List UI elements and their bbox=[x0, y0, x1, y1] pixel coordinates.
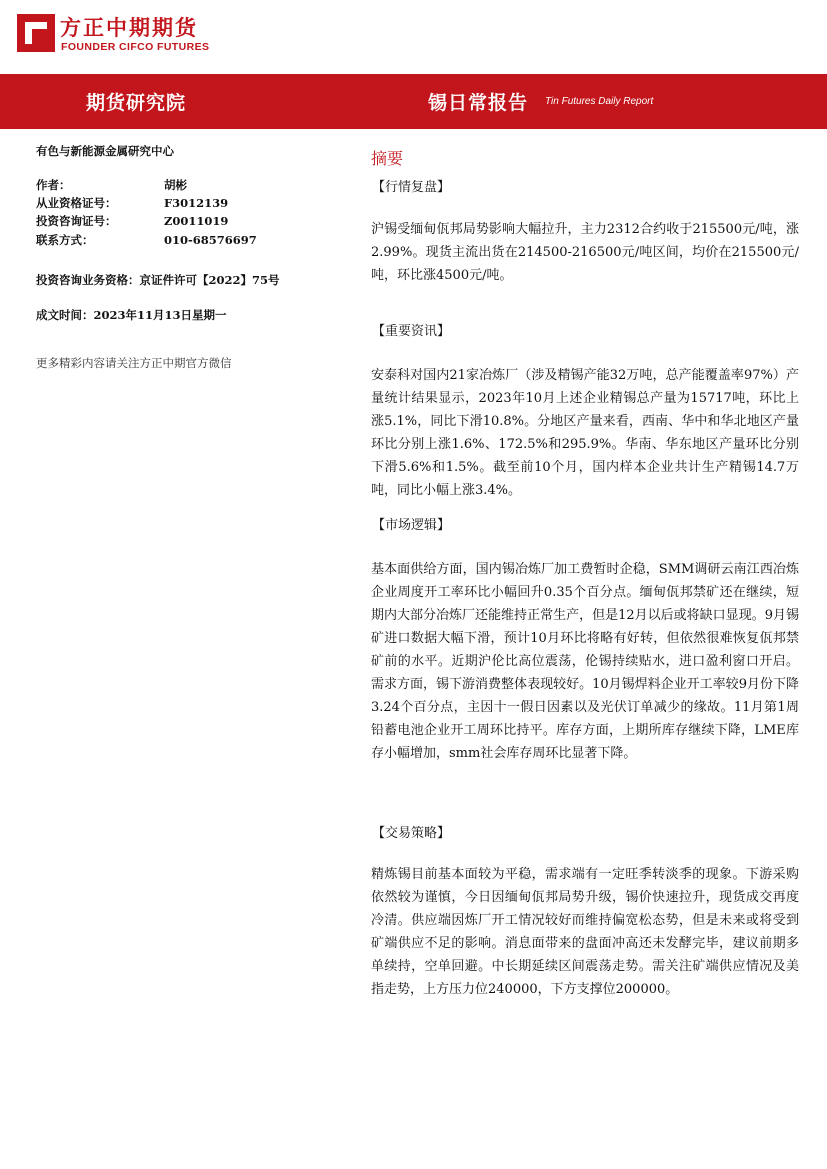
author-row bbox=[36, 177, 187, 193]
consulting-cert-value: Z0011019 bbox=[164, 214, 229, 228]
section-body-market-logic: 基本面供给方面，国内锡冶炼厂加工费暂时企稳，SMM调研云南江西冶炼企业周度开工率环比小幅回升0.35个百分点。缅甸佤邦禁矿还在继续，短期内大部分冶炼厂还能维持正常生产，但是12月以后或将缺口显现。9月锡矿进口数据大幅下滑，预计10月环比将略有好转，但依然很难恢复佤邦禁矿前的水平。近期沪伦比高位震荡，伦锡持续贴水，进口盈利窗口开启。需求方面，锡下游消费整体表现较好。10月锡焊料企业开工率较9月份下降3.24个百分点，主因十一假日因素以及光伏订单减少的缘故。11月第1周铅蓄电池企业开工周环比持平。库存方面，上期所库存继续下降，LME库存小幅增加，smm社会库存周环比显著下降。 bbox=[371, 562, 799, 761]
report-title: 锡日常报告 bbox=[428, 92, 529, 114]
wechat-note: 更多精彩内容请关注方正中期官方微信 bbox=[36, 356, 232, 370]
report-date: 成文时间：2023年11月13日星期一 bbox=[36, 308, 227, 322]
author-label: 作者： bbox=[36, 178, 71, 192]
summary-title: 摘要 bbox=[371, 149, 404, 168]
logo-mark-cut bbox=[32, 29, 47, 44]
license-text: 投资咨询业务资格：京证件许可【2022】75号 bbox=[36, 273, 280, 287]
qualification-label: 从业资格证号： bbox=[36, 196, 117, 210]
contact-label: 联系方式： bbox=[36, 233, 94, 247]
section-heading-market-review: 【行情复盘】 bbox=[372, 180, 451, 195]
section-body-market-review: 沪锡受缅甸佤邦局势影响大幅拉升，主力2312合约收于215500元/吨，涨2.99%。现货主流出货在214500-216500元/吨区间，均价在215500元/吨，环比涨4500元/吨。 bbox=[371, 222, 799, 283]
brand-name-en: FOUNDER CIFCO FUTURES bbox=[61, 41, 210, 53]
section-heading-news: 【重要资讯】 bbox=[372, 324, 451, 339]
consulting-cert-row bbox=[36, 213, 228, 229]
qualification-row bbox=[36, 195, 228, 211]
contact-value: 010-68576697 bbox=[164, 233, 257, 247]
qualification-value: F3012139 bbox=[164, 196, 229, 210]
title-banner bbox=[0, 74, 827, 129]
section-heading-market-logic: 【市场逻辑】 bbox=[372, 518, 451, 533]
section-body-news: 安泰科对国内21家冶炼厂（涉及精锡产能32万吨，总产能覆盖率97%）产量统计结果显示，2023年10月上述企业精锡总产量为15717吨，环比上涨5.1%，同比下滑10.8%。分地区产量来看，西南、华中和华北地区产量环比分别上涨1.6%、172.5%和295.9%。华南、华东地区产量环比分别下滑5.6%和1.5%。截至前10个月，国内样本企业共计生产精锡14.7万吨，同比小幅上涨3.4%。 bbox=[371, 368, 799, 498]
author-value: 胡彬 bbox=[164, 178, 187, 192]
contact-row bbox=[36, 232, 257, 248]
consulting-cert-label: 投资咨询证号： bbox=[36, 214, 117, 228]
report-title-en: Tin Futures Daily Report bbox=[545, 96, 654, 107]
company-logo bbox=[17, 14, 55, 52]
institute-name: 期货研究院 bbox=[86, 92, 187, 114]
brand-name-cn: 方正中期期货 bbox=[60, 16, 198, 40]
section-body-strategy: 精炼锡目前基本面较为平稳，需求端有一定旺季转淡季的现象。下游采购依然较为谨慎，今日因缅甸佤邦局势升级，锡价快速拉升，现货成交再度冷清。供应端因炼厂开工情况较好而维持偏宽松态势，但是未来或将受到矿端供应不足的影响。消息面带来的盘面冲高还未发酵完毕，建议前期多单续持，空单回避。中长期延续区间震荡走势。需关注矿端供应情况及美指走势，上方压力位240000，下方支撑位200000。 bbox=[371, 867, 799, 997]
section-heading-strategy: 【交易策略】 bbox=[372, 826, 451, 841]
research-department: 有色与新能源金属研究中心 bbox=[36, 144, 174, 158]
